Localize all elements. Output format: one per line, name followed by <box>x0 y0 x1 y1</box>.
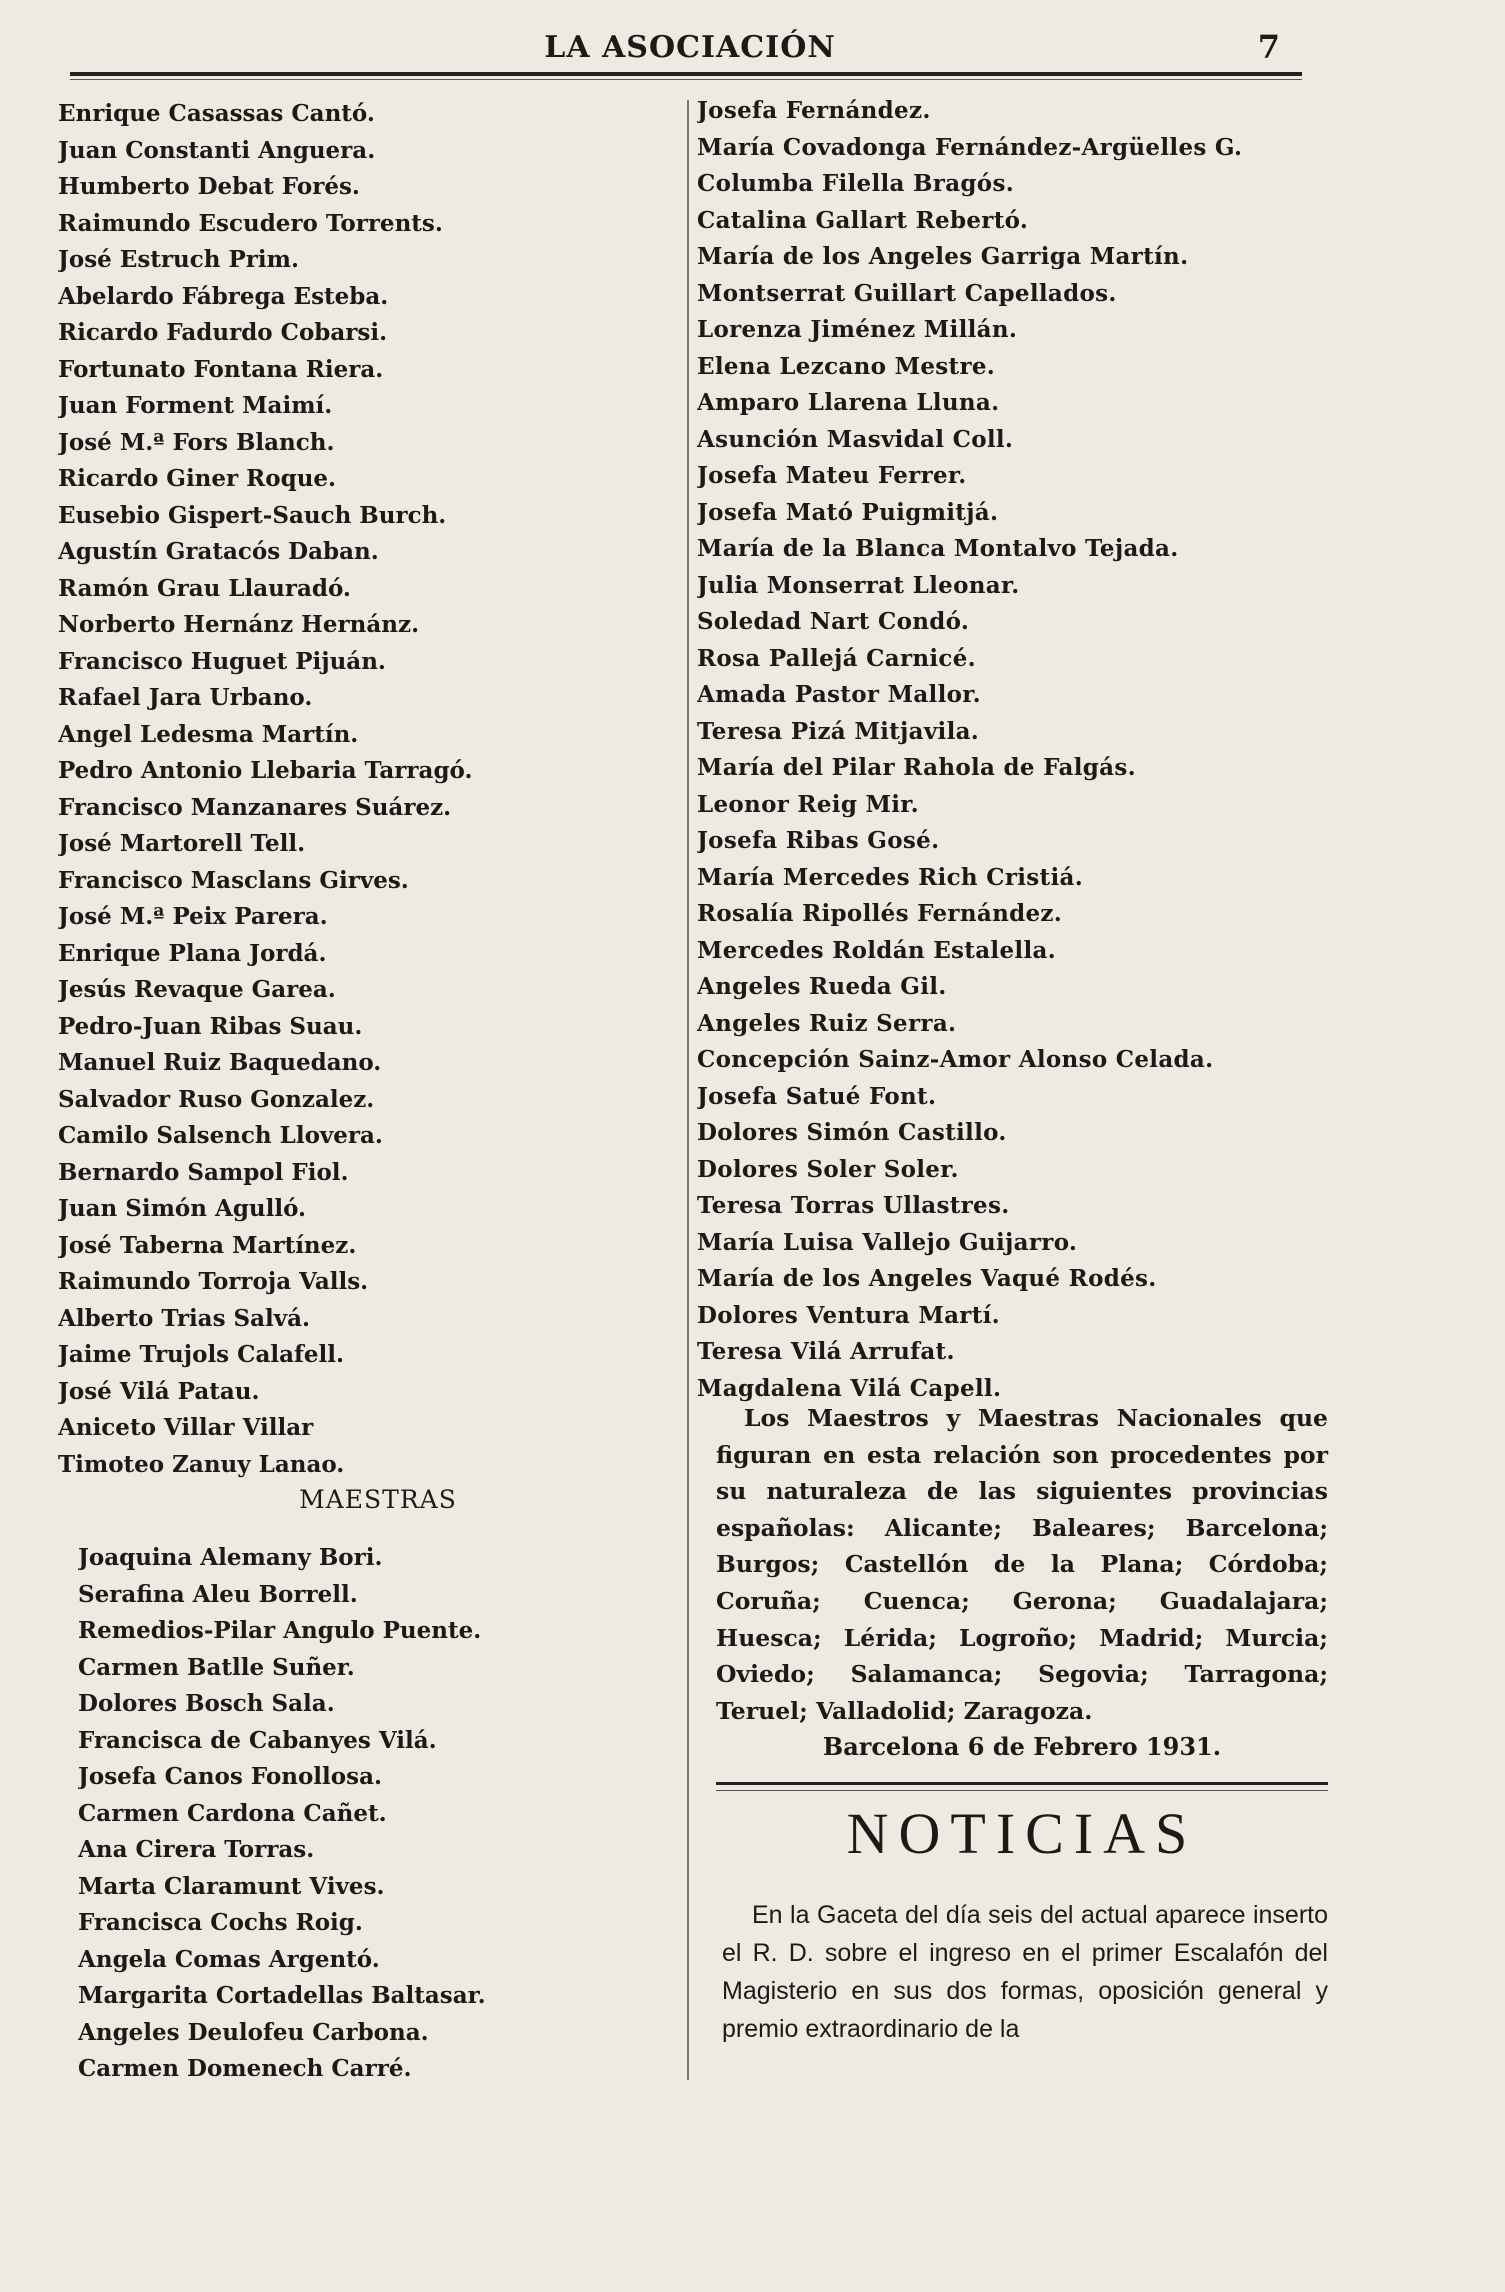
name-entry: Serafina Aleu Borrell. <box>78 1580 358 1608</box>
name-entry: Angeles Ruiz Serra. <box>697 1009 957 1037</box>
name-entry: Fortunato Fontana Riera. <box>58 355 384 383</box>
name-entry: Raimundo Escudero Torrents. <box>58 209 443 237</box>
name-entry: Margarita Cortadellas Baltasar. <box>78 1982 486 2009</box>
name-entry: Eusebio Gispert-Sauch Burch. <box>58 501 447 529</box>
name-entry: Francisca de Cabanyes Vilá. <box>78 1726 437 1754</box>
name-entry: Humberto Debat Forés. <box>58 173 360 200</box>
name-entry: Carmen Batlle Suñer. <box>78 1653 355 1681</box>
name-entry: Teresa Pizá Mitjavila. <box>697 717 980 745</box>
name-entry: Josefa Satué Font. <box>697 1082 937 1110</box>
name-entry: Angel Ledesma Martín. <box>58 720 359 748</box>
noticias-heading: NOTICIAS <box>846 1801 1198 1866</box>
masthead-title: LA ASOCIACIÓN <box>544 30 836 65</box>
name-entry: Dolores Soler Soler. <box>697 1155 959 1183</box>
provinces-note: Los Maestros y Maestras Nacionales que figuran en esta relación son procedentes por su naturaleza de las siguientes provincias españolas: Alicante; Baleares; Barcelona; Burgos; Castellón de la Plana; Córdoba; Coruña; Cuenca; Gerona; Guadalajara; Huesca; Lérida; Logroño; Madrid; Murcia; Oviedo; Salamanca; Segovia; Tarragona; Teruel; Valladolid; Zaragoza. <box>716 1404 1328 1725</box>
name-entry: José M.ª Peix Parera. <box>58 903 328 930</box>
name-entry: Carmen Cardona Cañet. <box>78 1799 387 1827</box>
name-entry: Magdalena Vilá Capell. <box>697 1374 1002 1402</box>
name-entry: Concepción Sainz-Amor Alonso Celada. <box>697 1046 1214 1073</box>
name-entry: Josefa Canos Fonollosa. <box>78 1763 382 1790</box>
name-entry: María Luisa Vallejo Guijarro. <box>697 1228 1078 1256</box>
name-entry: Timoteo Zanuy Lanao. <box>58 1450 345 1478</box>
name-entry: Francisco Huguet Pijuán. <box>58 647 386 675</box>
name-entry: Ricardo Giner Roque. <box>58 465 337 492</box>
name-entry: Josefa Fernández. <box>697 97 931 124</box>
name-entry: María del Pilar Rahola de Falgás. <box>697 754 1136 781</box>
name-entry: Joaquina Alemany Bori. <box>78 1544 383 1571</box>
name-entry: Amparo Llarena Lluna. <box>697 389 1000 416</box>
name-entry: Francisco Manzanares Suárez. <box>58 793 452 821</box>
name-entry: Alberto Trias Salvá. <box>58 1304 311 1332</box>
name-entry: Ana Cirera Torras. <box>78 1836 315 1863</box>
name-entry: Angela Comas Argentó. <box>78 1945 380 1973</box>
name-entry: María Mercedes Rich Cristiá. <box>697 863 1084 891</box>
name-entry: Dolores Bosch Sala. <box>78 1690 335 1717</box>
name-entry: Raimundo Torroja Valls. <box>58 1268 369 1295</box>
name-entry: Ricardo Fadurdo Cobarsi. <box>58 319 388 346</box>
noticias-paragraph: En la Gaceta del día seis del actual aparece inserto el R. D. sobre el ingreso en el primer Escalafón del Magisterio en sus dos formas, oposición general y premio extraordinario de la <box>722 1901 1328 2043</box>
page-number: 7 <box>1257 28 1280 66</box>
section-rule <box>716 1782 1328 1785</box>
header-rule-thin <box>70 79 1302 80</box>
name-entry: Montserrat Guillart Capellados. <box>697 279 1117 307</box>
name-entry: Abelardo Fábrega Esteba. <box>58 282 389 310</box>
name-entry: María de los Angeles Garriga Martín. <box>697 243 1189 270</box>
name-entry: José Estruch Prim. <box>58 246 299 273</box>
name-entry: Rosalía Ripollés Fernández. <box>697 900 1063 927</box>
name-entry: Juan Simón Agulló. <box>58 1195 307 1222</box>
name-entry: Teresa Torras Ullastres. <box>697 1192 1010 1219</box>
maestros-list <box>58 96 678 1483</box>
name-entry: Enrique Casassas Cantó. <box>58 100 375 127</box>
name-entry: Francisco Masclans Girves. <box>58 866 409 894</box>
name-entry: Julia Monserrat Lleonar. <box>697 571 1020 599</box>
name-entry: Dolores Simón Castillo. <box>697 1119 1007 1146</box>
name-entry: Angeles Deulofeu Carbona. <box>78 2018 429 2046</box>
name-entry: Norberto Hernánz Hernánz. <box>58 611 420 638</box>
name-entry: José M.ª Fors Blanch. <box>58 428 335 456</box>
name-entry: José Taberna Martínez. <box>58 1231 357 1259</box>
name-entry: Leonor Reig Mir. <box>697 790 919 818</box>
name-entry: Soledad Nart Condó. <box>697 608 970 635</box>
name-entry: Columba Filella Bragós. <box>697 170 1014 197</box>
name-entry: Catalina Gallart Rebertó. <box>697 206 1029 234</box>
name-entry: Juan Forment Maimí. <box>58 392 333 419</box>
name-entry: Juan Constanti Anguera. <box>58 136 376 164</box>
name-entry: Mercedes Roldán Estalella. <box>697 936 1056 964</box>
name-entry: Jaime Trujols Calafell. <box>58 1341 344 1368</box>
dateline: Barcelona 6 de Febrero 1931. <box>822 1732 1222 1761</box>
column-divider <box>687 100 689 2080</box>
name-entry: Josefa Mató Puigmitjá. <box>697 498 999 526</box>
name-entry: Salvador Ruso Gonzalez. <box>58 1085 375 1113</box>
name-entry: Carmen Domenech Carré. <box>78 2055 412 2082</box>
name-entry: Lorenza Jiménez Millán. <box>697 316 1018 343</box>
name-entry: José Vilá Patau. <box>58 1377 260 1405</box>
name-entry: Remedios-Pilar Angulo Puente. <box>78 1617 482 1644</box>
name-entry: Josefa Mateu Ferrer. <box>697 462 967 489</box>
name-entry: Francisca Cochs Roig. <box>78 1909 363 1936</box>
name-entry: Amada Pastor Mallor. <box>697 681 981 708</box>
name-entry: Teresa Vilá Arrufat. <box>697 1338 955 1365</box>
name-entry: Dolores Ventura Martí. <box>697 1301 1000 1329</box>
header-rule <box>70 72 1302 76</box>
name-entry: Marta Claramunt Vives. <box>78 1872 385 1900</box>
name-entry: José Martorell Tell. <box>58 830 306 857</box>
name-entry: Pedro-Juan Ribas Suau. <box>58 1012 363 1040</box>
name-entry: Asunción Masvidal Coll. <box>697 425 1014 453</box>
name-entry: Enrique Plana Jordá. <box>58 939 327 967</box>
name-entry: Pedro Antonio Llebaria Tarragó. <box>58 757 473 784</box>
name-entry: Josefa Ribas Gosé. <box>697 827 940 854</box>
section-rule-thin <box>716 1790 1328 1791</box>
name-entry: Aniceto Villar Villar <box>58 1414 314 1441</box>
name-entry: Agustín Gratacós Daban. <box>58 538 379 565</box>
name-entry: Jesús Revaque Garea. <box>58 976 336 1003</box>
maestras-list-left <box>78 1540 678 2088</box>
name-entry: Rafael Jara Urbano. <box>58 684 313 711</box>
name-entry: Rosa Pallejá Carnicé. <box>697 644 976 672</box>
name-entry: Manuel Ruiz Baquedano. <box>58 1049 382 1076</box>
name-entry: Ramón Grau Llauradó. <box>58 574 351 602</box>
name-entry: María de la Blanca Montalvo Tejada. <box>697 535 1179 562</box>
name-entry: María de los Angeles Vaqué Rodés. <box>697 1265 1157 1292</box>
maestras-list-right <box>697 93 1317 1407</box>
maestras-heading: MAESTRAS <box>299 1485 457 1514</box>
name-entry: Camilo Salsench Llovera. <box>58 1122 383 1149</box>
name-entry: María Covadonga Fernández-Argüelles G. <box>697 133 1243 161</box>
name-entry: Angeles Rueda Gil. <box>697 973 947 1000</box>
name-entry: Elena Lezcano Mestre. <box>697 352 996 380</box>
name-entry: Bernardo Sampol Fiol. <box>58 1158 349 1186</box>
